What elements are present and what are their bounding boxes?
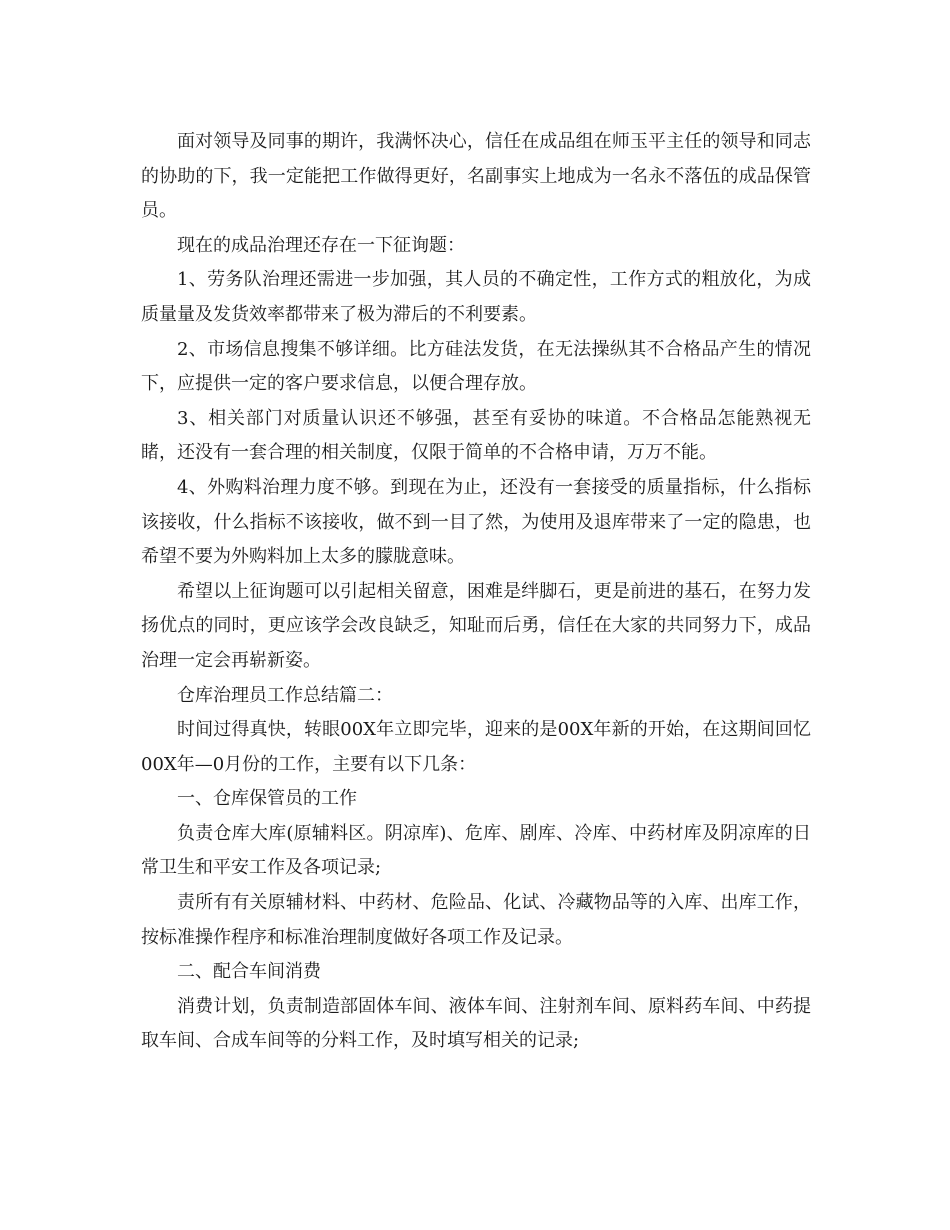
section-heading-workshop: 二、配合车间消费 [177, 961, 321, 983]
paragraph-warehouse-duty: 负责仓库大库(原辅料区。阴凉库)、危库、剧库、冷库、中药材库及阴凉库的日常卫生和平安工作及各项记录; [141, 822, 811, 879]
paragraph-expectation: 面对领导及同事的期许，我满怀决心，信任在成品组在师玉平主任的领导和同志的协助的下，我一定能把工作做得更好，名副事实上地成为一名永不落伍的成品保管员。 [141, 131, 811, 222]
paragraph-problem-3: 3、相关部门对质量认识还不够强，甚至有妥协的味道。不合格品怎能熟视无睹，还没有一套合理的相关制度，仅限于简单的不合格申请，万万不能。 [141, 407, 811, 464]
paragraph-problem-1: 1、劳务队治理还需进一步加强，其人员的不确定性，工作方式的粗放化，为成质量量及发货效率都带来了极为滞后的不利要素。 [141, 269, 811, 325]
paragraph-materials-duty: 责所有有关原辅材料、中药材、危险品、化试、冷藏物品等的入库、出库工作，按标准操作程序和标准治理制度做好各项工作及记录。 [141, 892, 811, 948]
paragraph-problems-intro: 现在的成品治理还存在一下征询题： [177, 234, 465, 256]
section-heading-part-two: 仓库治理员工作总结篇二： [177, 684, 393, 706]
paragraph-problem-2: 2、市场信息搜集不够详细。比方硅法发货，在无法操纵其不合格品产生的情况下，应提供一定的客户要求信息，以便合理存放。 [141, 338, 811, 395]
section-heading-keeper-work: 一、仓库保管员的工作 [177, 788, 357, 810]
document-body [141, 125, 811, 1059]
paragraph-hope: 希望以上征询题可以引起相关留意，困难是绊脚石，更是前进的基石，在努力发扬优点的同时，更应该学会改良缺乏，知耻而后勇，信任在大家的共同努力下，成品治理一定会再崭新姿。 [141, 580, 811, 671]
paragraph-time-review: 时间过得真快，转眼00X年立即完毕，迎来的是00X年新的开始，在这期间回忆00X年—0月份的工作，主要有以下几条： [141, 719, 811, 775]
paragraph-consumption-plan: 消费计划，负责制造部固体车间、液体车间、注射剂车间、原料药车间、中药提取车间、合成车间等的分料工作，及时填写相关的记录; [141, 995, 811, 1052]
paragraph-problem-4: 4、外购料治理力度不够。到现在为止，还没有一套接受的质量指标，什么指标该接收，什么指标不该接收，做不到一目了然，为使用及退库带来了一定的隐患，也希望不要为外购料加上太多的朦胧意味。 [141, 476, 811, 568]
